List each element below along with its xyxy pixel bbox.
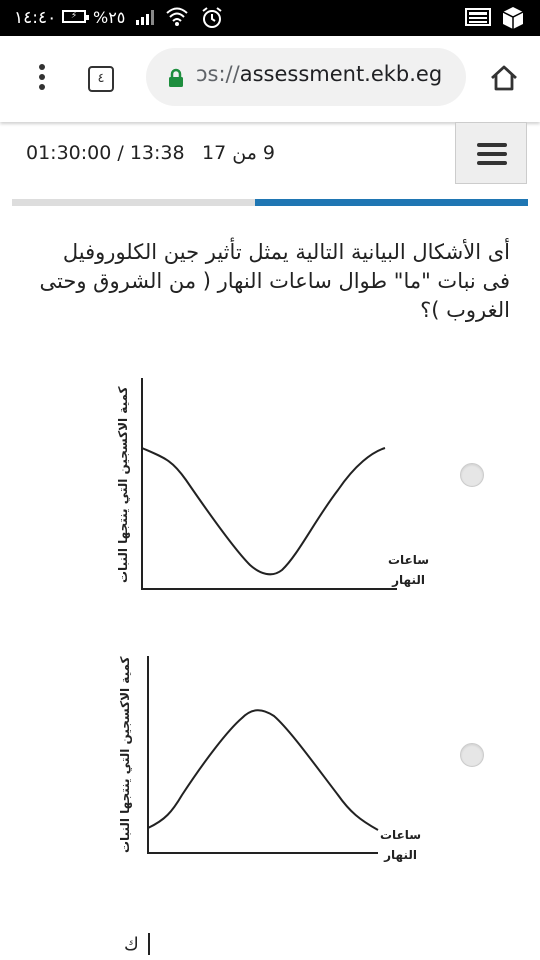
- option-1-graph: [110, 370, 430, 605]
- box-icon: [502, 6, 524, 34]
- url-text: [196, 62, 442, 86]
- home-icon[interactable]: [489, 64, 519, 96]
- x-axis-label-line2: النهار: [392, 573, 425, 587]
- status-time: ١٤:٤٠: [14, 8, 57, 28]
- exam-progress-fill: [255, 199, 528, 206]
- battery-charging-icon: ⚡: [62, 10, 86, 23]
- hamburger-icon: [477, 143, 507, 147]
- x-axis-label: [380, 825, 421, 865]
- hamburger-menu-button[interactable]: [455, 122, 527, 184]
- option-2-graph: [110, 650, 422, 865]
- option-2-radio[interactable]: [460, 743, 484, 767]
- signal-icon: [136, 9, 158, 29]
- x-axis-label-line1: ساعات: [388, 553, 430, 567]
- question-counter: 9 من 17: [202, 142, 276, 164]
- url-host: assessment.ekb.eg: [239, 62, 443, 86]
- curve-valley: [142, 448, 385, 574]
- option-2-chart: [110, 650, 410, 865]
- tabs-icon[interactable]: ٤: [88, 66, 114, 92]
- curve-peak: [148, 710, 378, 830]
- wifi-icon: [166, 6, 188, 30]
- next-option-axis-fragment: [148, 933, 150, 955]
- screen-icon: [465, 8, 491, 30]
- x-axis-label-line1: ساعات: [380, 828, 422, 842]
- option-1-chart: [110, 370, 410, 605]
- exam-timer: 01:30:00 / 13:38: [26, 142, 185, 164]
- x-axis-label-line2: النهار: [384, 848, 417, 862]
- lock-icon: [168, 68, 184, 92]
- y-axis-label: كمية الاكسجين التي ينتجها النبات: [118, 656, 132, 853]
- exam-header: [0, 122, 540, 198]
- menu-dots-icon[interactable]: [30, 64, 54, 94]
- url-scheme: ɔs://: [196, 62, 240, 86]
- alarm-icon: [200, 6, 224, 34]
- question-text: أى الأشكال البيانية التالية يمثل تأثير جين الكلوروفيل فى نبات "ما" طوال ساعات النهار ( من الشروق وحتى الغروب )؟: [39, 240, 510, 322]
- status-bar: [0, 0, 540, 36]
- y-axis-label: كمية الاكسجين التي ينتجها النبات: [116, 386, 130, 583]
- browser-toolbar: [0, 36, 540, 122]
- x-axis-label: [388, 550, 429, 590]
- exam-progress-bar: [12, 199, 528, 206]
- battery-percent: %٢٥: [93, 8, 126, 27]
- next-option-label-fragment: ك: [124, 934, 139, 955]
- address-bar[interactable]: [146, 48, 466, 106]
- option-1-radio[interactable]: [460, 463, 484, 487]
